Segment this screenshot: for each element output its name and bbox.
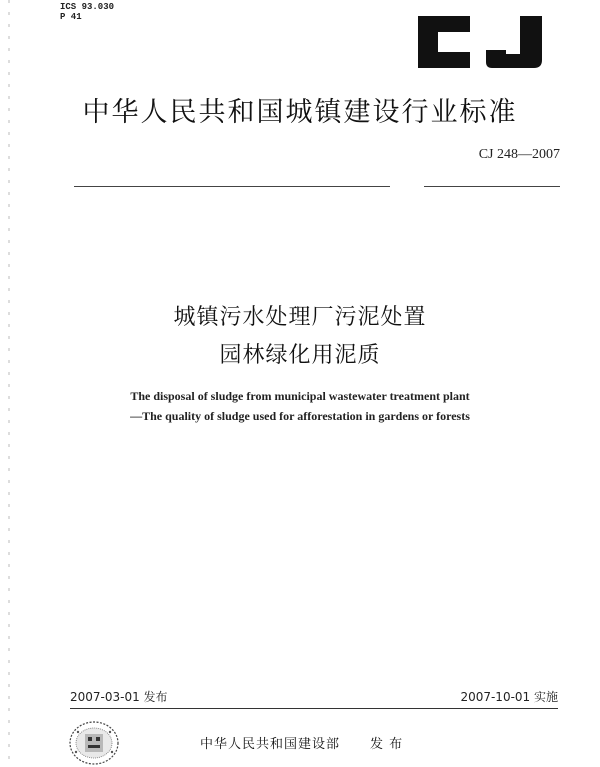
ics-code: ICS 93.030 (60, 2, 115, 12)
standard-number: CJ 248—2007 (478, 147, 560, 162)
publisher-name: 中华人民共和国建设部 (200, 737, 341, 752)
scan-edge-marks (8, 0, 10, 767)
header-divider-right (424, 186, 560, 187)
publish-word: 发 布 (370, 737, 404, 752)
class-code: P 41 (60, 12, 82, 22)
title-en-line2: —The quality of sludge used for afforestation in gardens or forests (130, 409, 470, 423)
title-cn-line1: 城镇污水处理厂污泥处置 (173, 305, 427, 330)
cj-logo-icon (408, 10, 554, 74)
publisher-line (200, 733, 403, 752)
title-cn-line2: 园林绿化用泥质 (219, 343, 381, 368)
classification-codes (60, 2, 114, 22)
seal-icon (68, 720, 120, 766)
title-en-line1: The disposal of sludge from municipal wastewater treatment plant (130, 389, 470, 403)
standard-organization-title: 中华人民共和国城镇建设行业标准 (82, 97, 518, 128)
header-divider-left (74, 186, 390, 187)
footer-divider (70, 708, 558, 709)
issue-date: 2007-03-01 发布 (70, 690, 168, 704)
implementation-date: 2007-10-01 实施 (460, 690, 558, 704)
